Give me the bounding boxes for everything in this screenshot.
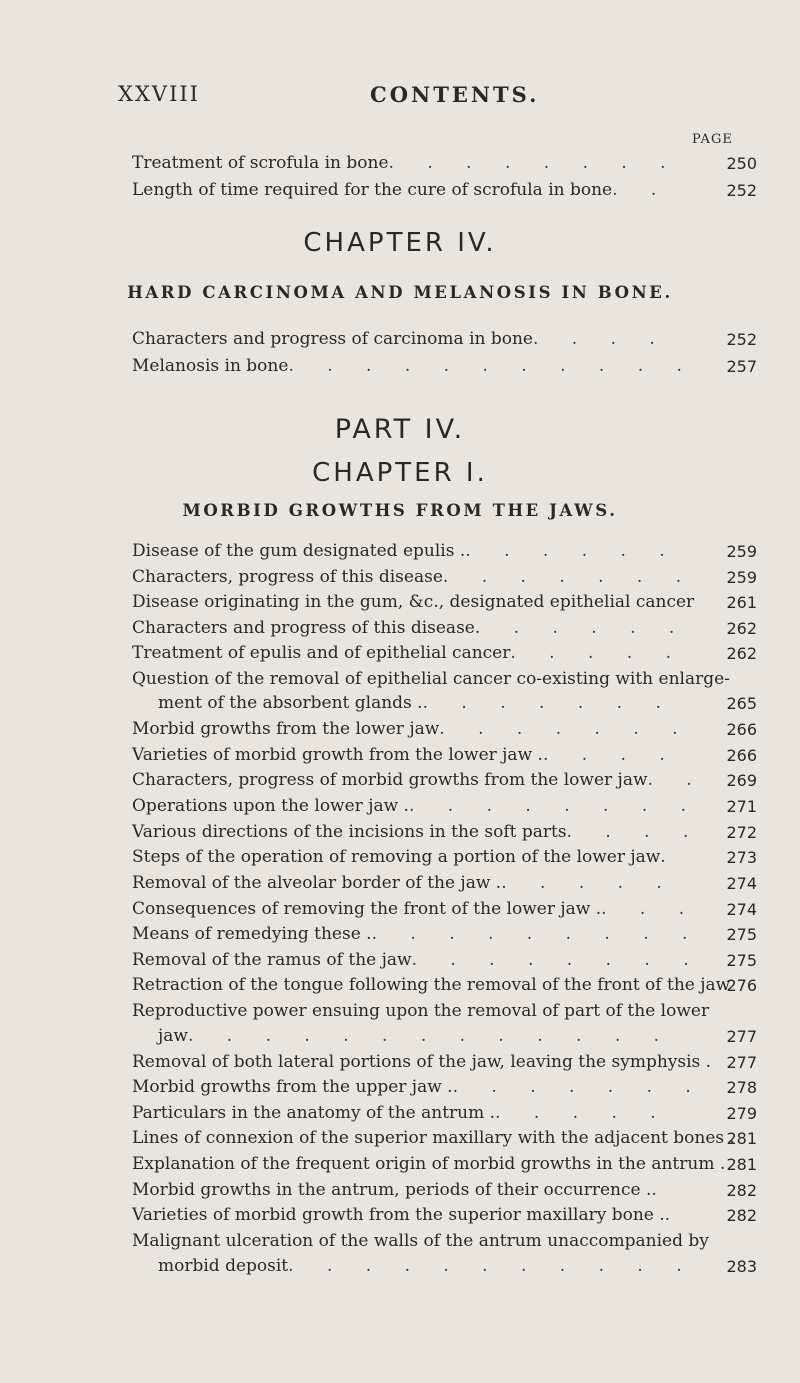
entry-title: Lines of connexion of the superior maxillary with the adjacent bones . <box>132 1128 735 1148</box>
entry-title: Varieties of morbid growth from the lower jaw . <box>132 745 543 765</box>
entry-title: Malignant ulceration of the walls of the antrum unaccompanied by <box>132 1231 709 1251</box>
toc-entry <box>132 975 757 996</box>
entry-title: Morbid growths from the lower jaw <box>132 719 440 739</box>
toc-entry: Morbid growths from the lower jaw. . . . . . . 266 <box>132 719 757 739</box>
toc-entry <box>132 592 757 613</box>
entry-page: 271 <box>726 797 757 816</box>
entry-page: 259 <box>726 542 757 561</box>
part-heading: PART IV. <box>334 414 466 445</box>
toc-entry: Treatment of scrofula in bone. . . . . . . . 250 <box>132 153 757 173</box>
entry-title: Particulars in the anatomy of the antrum . <box>132 1103 496 1123</box>
entry-title: Explanation of the frequent origin of morbid growths in the antrum . <box>132 1154 726 1174</box>
entry-title: Means of remedying these . <box>132 924 372 944</box>
entry-title: Retraction of the tongue following the removal of the front of the jaw <box>132 975 731 995</box>
entry-title: Operations upon the lower jaw . <box>132 796 409 816</box>
entry-page: 252 <box>726 330 757 349</box>
chapter-heading: CHAPTER IV. <box>303 228 497 258</box>
entry-title: Morbid growths from the upper jaw . <box>132 1077 453 1097</box>
toc-entry <box>132 1154 757 1175</box>
entry-page: 281 <box>726 1155 757 1174</box>
entry-page: 250 <box>726 154 757 173</box>
toc-entry <box>132 1231 757 1252</box>
entry-page: 279 <box>726 1104 757 1123</box>
entry-page: 269 <box>726 771 757 790</box>
toc-entry-continuation: ment of the absorbent glands .. . . . . . . 265 <box>158 693 757 713</box>
entry-page: 262 <box>726 644 757 663</box>
entry-title: Morbid growths in the antrum, periods of their occurrence . <box>132 1180 652 1200</box>
toc-entry: Characters and progress of this disease. . . . . . 262 <box>132 618 757 638</box>
entry-title-continuation: morbid deposit <box>158 1256 289 1276</box>
entry-title: Disease originating in the gum, &c., designated epithelial cancer <box>132 592 695 612</box>
toc-entry: Melanosis in bone. . . . . . . . . . . 257 <box>132 356 757 376</box>
toc-entry: Various directions of the incisions in the soft parts. . . . 272 <box>132 822 757 842</box>
entry-title: Characters, progress of morbid growths from the lower jaw <box>132 770 648 790</box>
toc-entry: Morbid growths from the upper jaw .. . . . . . . 278 <box>132 1077 757 1097</box>
entry-page: 273 <box>726 848 757 867</box>
toc-entry <box>132 1052 757 1073</box>
toc-entry: Treatment of epulis and of epithelial cancer. . . . . 262 <box>132 643 757 663</box>
toc-entry: Disease of the gum designated epulis .. . . . . . 259 <box>132 541 757 561</box>
part-chapter-heading: CHAPTER I. <box>312 458 488 488</box>
entry-title: Characters and progress of this disease <box>132 618 475 638</box>
toc-entry <box>132 669 757 690</box>
toc-entry: Characters and progress of carcinoma in bone. . . . 252 <box>132 329 757 349</box>
toc-entry: Means of remedying these .. . . . . . . . . 275 <box>132 924 757 944</box>
entry-title: Removal of both lateral portions of the jaw, leaving the symphysis . <box>132 1052 712 1072</box>
entry-title: Characters, progress of this disease <box>132 567 443 587</box>
toc-entry: Consequences of removing the front of the lower jaw .. . . 274 <box>132 899 757 919</box>
toc-entry-continuation: jaw. . . . . . . . . . . . . 277 <box>158 1026 757 1046</box>
page-folio: XXVIII <box>118 82 200 106</box>
entry-title: Disease of the gum designated epulis . <box>132 541 466 561</box>
entry-title: Question of the removal of epithelial cancer co-existing with enlarge- <box>132 669 730 689</box>
entry-page: 274 <box>726 900 757 919</box>
entry-title: Treatment of scrofula in bone <box>132 153 389 173</box>
toc-entry: Length of time required for the cure of scrofula in bone. . 252 <box>132 180 757 200</box>
entry-page: 277 <box>726 1027 757 1046</box>
entry-title: Removal of the ramus of the jaw <box>132 950 412 970</box>
part-subheading: MORBID GROWTHS FROM THE JAWS. <box>182 501 618 520</box>
toc-entry: Operations upon the lower jaw .. . . . . . . . 271 <box>132 796 757 816</box>
entry-page: 266 <box>726 746 757 765</box>
entry-title: Steps of the operation of removing a portion of the lower jaw <box>132 847 661 867</box>
entry-title: Melanosis in bone <box>132 356 289 376</box>
toc-entry: Varieties of morbid growth from the lower jaw .. . . . 266 <box>132 745 757 765</box>
toc-entry: Removal of the alveolar border of the jaw .. . . . . 274 <box>132 873 757 893</box>
entry-page: 274 <box>726 874 757 893</box>
entry-page: 266 <box>726 720 757 739</box>
toc-entry: Morbid growths in the antrum, periods of their occurrence .. 282 <box>132 1180 757 1200</box>
toc-entry <box>132 1001 757 1022</box>
entry-page: 282 <box>726 1181 757 1200</box>
toc-entry: Characters, progress of this disease. . . . . . . 259 <box>132 567 757 587</box>
toc-entry: Particulars in the anatomy of the antrum .. . . . . 279 <box>132 1103 757 1123</box>
entry-page: 252 <box>726 181 757 200</box>
entry-title: Removal of the alveolar border of the jaw . <box>132 873 502 893</box>
entry-page: 278 <box>726 1078 757 1097</box>
entry-title: Varieties of morbid growth from the superior maxillary bone . <box>132 1205 665 1225</box>
entry-page: 276 <box>726 976 757 995</box>
entry-page: 257 <box>726 357 757 376</box>
entry-title-continuation: jaw <box>158 1026 188 1046</box>
running-title: CONTENTS. <box>370 82 540 107</box>
toc-entry-continuation: morbid deposit. . . . . . . . . . . 283 <box>158 1256 757 1276</box>
entry-title: Treatment of epulis and of epithelial cancer <box>132 643 511 663</box>
entry-title: Various directions of the incisions in the soft parts <box>132 822 567 842</box>
toc-entry: Varieties of morbid growth from the superior maxillary bone .. 282 <box>132 1205 757 1225</box>
entry-page: 272 <box>726 823 757 842</box>
toc-entry: Characters, progress of morbid growths from the lower jaw. . 269 <box>132 770 757 790</box>
page-column-label: PAGE <box>692 132 733 147</box>
entry-title: Consequences of removing the front of the lower jaw . <box>132 899 602 919</box>
entry-page: 262 <box>726 619 757 638</box>
entry-page: 265 <box>726 694 757 713</box>
entry-page: 261 <box>726 593 757 612</box>
entry-title: Characters and progress of carcinoma in bone <box>132 329 533 349</box>
chapter-subheading: HARD CARCINOMA AND MELANOSIS IN BONE. <box>127 283 673 302</box>
entry-page: 283 <box>726 1257 757 1276</box>
entry-page: 259 <box>726 568 757 587</box>
entry-title-continuation: ment of the absorbent glands . <box>158 693 423 713</box>
entry-page: 281 <box>726 1129 757 1148</box>
entry-page: 275 <box>726 925 757 944</box>
entry-title: Reproductive power ensuing upon the removal of part of the lower <box>132 1001 710 1021</box>
entry-page: 277 <box>726 1053 757 1072</box>
toc-entry <box>132 1128 757 1149</box>
toc-entry: Removal of the ramus of the jaw. . . . . . . . 275 <box>132 950 757 970</box>
entry-page: 282 <box>726 1206 757 1225</box>
entry-title: Length of time required for the cure of scrofula in bone <box>132 180 613 200</box>
entry-page: 275 <box>726 951 757 970</box>
toc-entry: Steps of the operation of removing a portion of the lower jaw. 273 <box>132 847 757 867</box>
